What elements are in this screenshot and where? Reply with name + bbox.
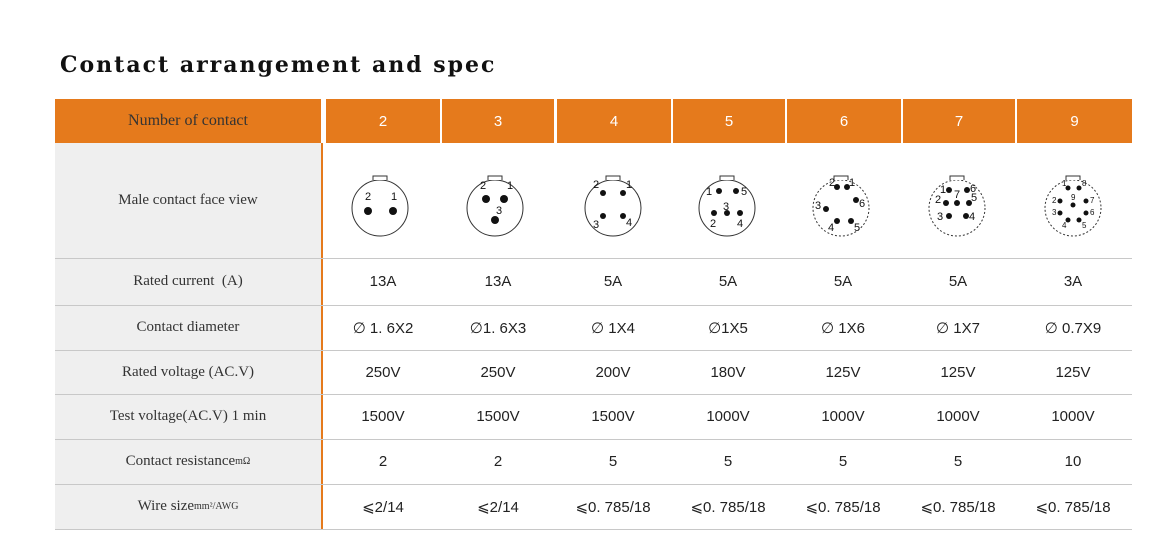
pin-label: 4 [737, 218, 744, 230]
pin-label: 4 [626, 217, 633, 229]
cell-value: ⩽2/14 [477, 498, 519, 516]
cell-value: 5 [608, 453, 618, 470]
label-test-voltage: Test voltage(AC.V) 1 min [109, 408, 267, 424]
cell-value: 1000V [1051, 408, 1095, 425]
header-col-7: 7 [903, 99, 1015, 143]
face-9-pin [1038, 173, 1108, 243]
cell-value: 5 [953, 453, 963, 470]
pin-label: 9 [1071, 193, 1076, 202]
header-col-5: 5 [673, 99, 785, 143]
pin-label: 2 [365, 191, 372, 203]
cell-value: 5A [718, 273, 738, 290]
header-col-4: 4 [557, 99, 671, 143]
pin-label: 1 [626, 179, 633, 191]
face-7-pin [922, 173, 992, 243]
resistance-unit: mΩ [235, 456, 251, 467]
face-6-pin [806, 173, 876, 243]
cell-value: 125V [825, 363, 861, 381]
page-title: Contact arrangement and spec [60, 52, 497, 78]
header-col-3: 3 [442, 99, 554, 143]
pin-label: 1 [706, 186, 713, 198]
face-2-pin [345, 173, 415, 243]
pin-label: 2 [1052, 196, 1057, 205]
header-label: Number of contact [55, 99, 321, 143]
pin-label: 4 [828, 222, 835, 234]
pin-label: 2 [829, 177, 836, 189]
cell-value: ⩽0. 785/18 [805, 498, 881, 516]
cell-value: 3A [1063, 273, 1083, 290]
cell-value: 1500V [361, 408, 405, 425]
cell-value: 1000V [706, 408, 750, 425]
header-col-6: 6 [787, 99, 901, 143]
row-divider [55, 529, 1132, 530]
pin-label: 5 [1082, 221, 1087, 230]
cell-value: 2 [493, 453, 503, 470]
face-5-pin [692, 173, 762, 243]
label-wire-size [55, 484, 321, 529]
pin-label: 1 [849, 177, 856, 189]
pin-label: 8 [1082, 179, 1087, 188]
cell-value: 13A [369, 273, 397, 290]
pin-label: 3 [815, 200, 822, 212]
cell-value: ⩽2/14 [362, 498, 404, 516]
label-contact-diameter: Contact diameter [136, 319, 240, 335]
cell-value: 5 [838, 453, 848, 470]
cell-value: ⩽0. 785/18 [575, 498, 651, 516]
cell-value: ⩽0. 785/18 [920, 498, 996, 516]
cell-value: 13A [484, 273, 512, 290]
pin-label: 2 [593, 179, 600, 191]
cell-value: ∅ 1. 6X2 [352, 319, 414, 337]
pin-label: 4 [1062, 221, 1067, 230]
cell-value: 250V [480, 363, 516, 381]
face-4-pin [578, 173, 648, 243]
pin-label: 3 [723, 201, 730, 213]
pin-label: 7 [954, 189, 961, 201]
cell-value: ∅ 0.7X9 [1044, 319, 1102, 337]
wire-label-text: Wire size [137, 498, 195, 514]
cell-value: 200V [595, 363, 631, 381]
cell-value: 180V [710, 363, 746, 381]
cell-value: 250V [365, 363, 401, 381]
pin-label: 1 [1062, 179, 1067, 188]
pin-label: 1 [507, 180, 514, 192]
header-col-9: 9 [1017, 99, 1132, 143]
cell-value: 10 [1064, 453, 1082, 470]
pin-label: 6 [859, 198, 866, 210]
cell-value: 5A [833, 273, 853, 290]
cell-value: 1000V [821, 408, 865, 425]
cell-value: ∅1X5 [708, 319, 748, 337]
cell-value: ∅ 1X7 [936, 319, 980, 337]
cell-value: ⩽0. 785/18 [690, 498, 766, 516]
face-3-pin [460, 173, 530, 243]
cell-value: ∅ 1X4 [591, 319, 635, 337]
pin-label: 5 [971, 192, 978, 204]
cell-value: 125V [940, 363, 976, 381]
header-col-2: 2 [326, 99, 440, 143]
label-contact-resistance [55, 439, 321, 484]
cell-value: 125V [1055, 363, 1091, 381]
pin-label: 2 [480, 180, 487, 192]
pin-label: 3 [1052, 208, 1057, 217]
cell-value: 1500V [591, 408, 635, 425]
cell-value: ⩽0. 785/18 [1035, 498, 1111, 516]
label-rated-current: Rated current (A) [133, 273, 243, 289]
pin-label: 1 [940, 184, 947, 196]
label-rated-voltage: Rated voltage (AC.V) [121, 363, 255, 380]
cell-value: 5 [723, 453, 733, 470]
cell-value: ∅1. 6X3 [469, 319, 527, 337]
cell-value: 2 [378, 453, 388, 470]
pin-label: 6 [1090, 208, 1095, 217]
pin-label: 2 [935, 194, 942, 206]
pin-label: 3 [937, 211, 944, 223]
cell-value: 1500V [476, 408, 520, 425]
cell-value: 1000V [936, 408, 980, 425]
label-face-view: Male contact face view [118, 192, 258, 208]
pin-label: 6 [970, 183, 977, 195]
pin-label: 7 [1090, 196, 1095, 205]
pin-label: 1 [391, 191, 398, 203]
pin-label: 5 [741, 186, 748, 198]
cell-value: ∅ 1X6 [821, 319, 865, 337]
cell-value: 5A [948, 273, 968, 290]
wire-unit: mm²/AWG [194, 501, 239, 512]
divider-vertical [321, 143, 323, 529]
pin-label: 5 [854, 222, 861, 234]
resistance-label-text: Contact resistance [125, 453, 236, 469]
pin-label: 4 [969, 211, 976, 223]
cell-value: 5A [603, 273, 623, 290]
pin-label: 2 [710, 218, 717, 230]
pin-label: 3 [496, 205, 503, 217]
pin-label: 3 [593, 219, 600, 231]
